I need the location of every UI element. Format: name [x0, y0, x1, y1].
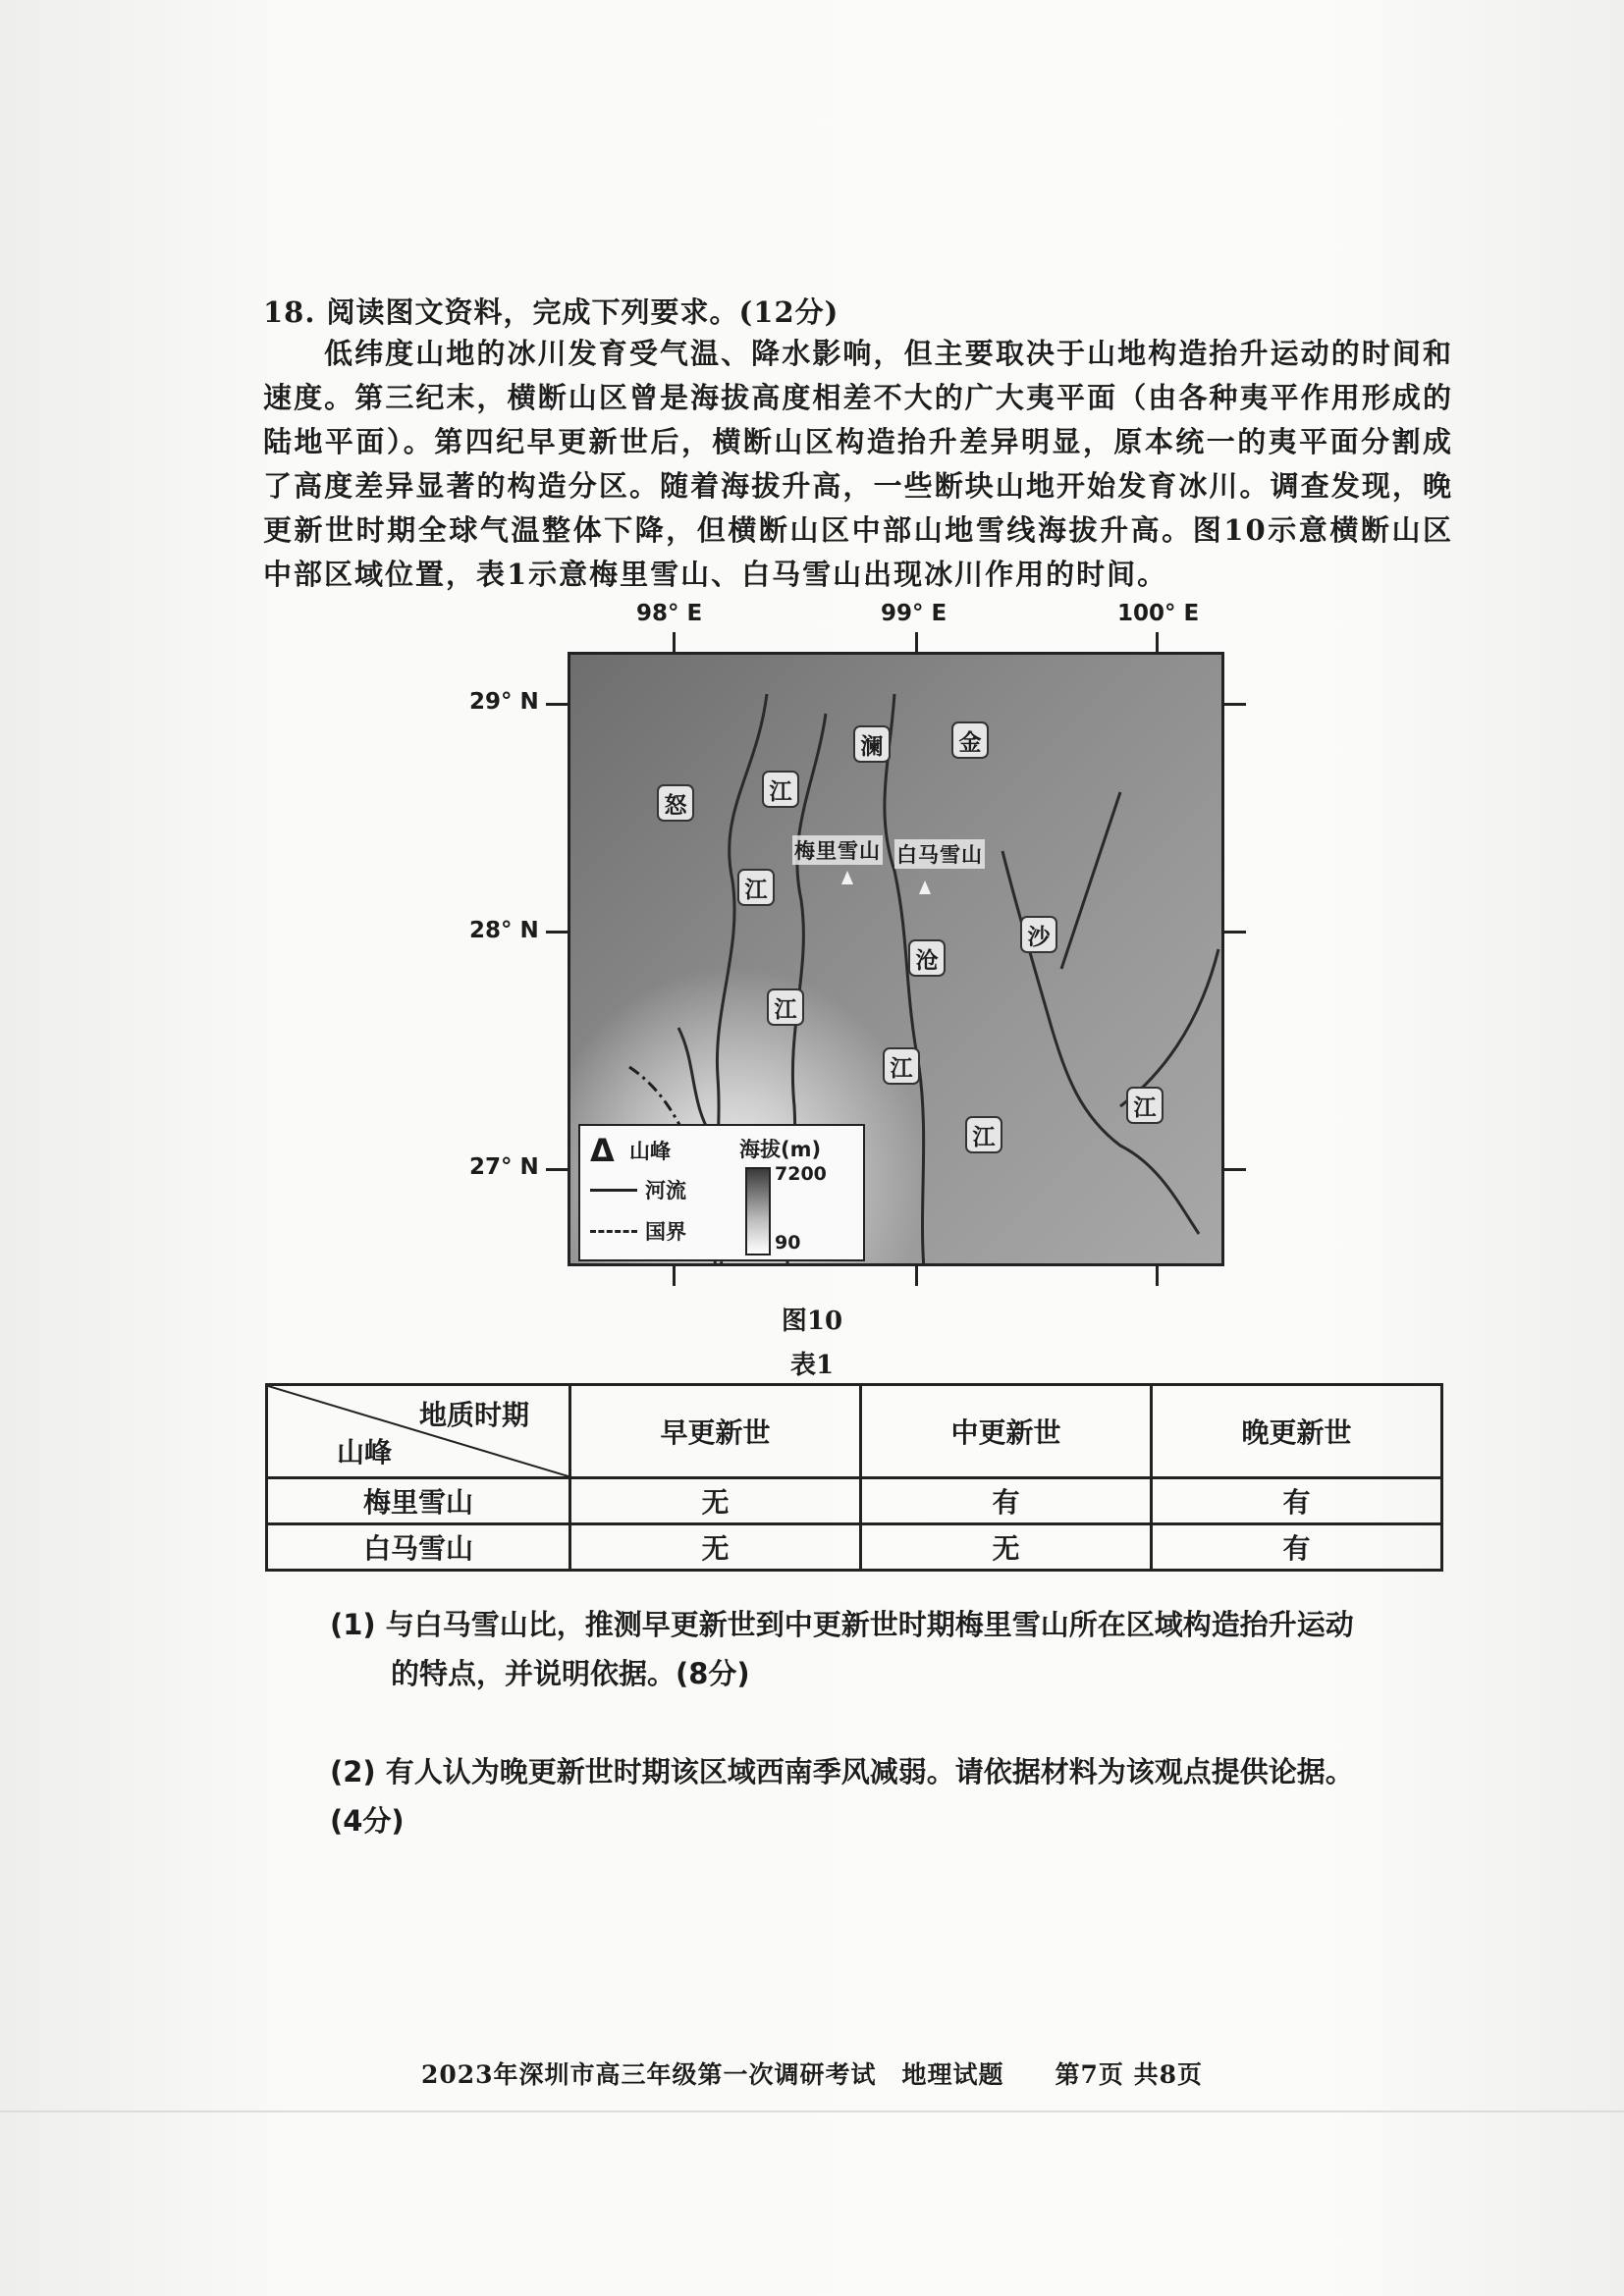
- lon-tick: [915, 632, 918, 654]
- table-header-row: [267, 1385, 1442, 1478]
- column-header: 晚更新世: [1152, 1385, 1442, 1478]
- lon-tick: [673, 1264, 676, 1286]
- map-legend: [578, 1124, 865, 1261]
- triangle-icon: Δ: [590, 1132, 615, 1169]
- column-header: 中更新世: [861, 1385, 1152, 1478]
- table-cell: 无: [861, 1524, 1152, 1571]
- lon-label-100: 100° E: [1117, 601, 1200, 626]
- lon-label-98: 98° E: [636, 601, 703, 626]
- lat-label-27: 27° N: [469, 1154, 539, 1180]
- question-title: 18. 阅读图文资料，完成下列要求。(12分): [263, 295, 839, 329]
- header-peak: 山峰: [337, 1436, 393, 1468]
- lat-tick: [546, 931, 569, 934]
- lat-tick: [1222, 1168, 1246, 1171]
- question-paragraph: 低纬度山地的冰川发育受气温、降水影响，但主要取决于山地构造抬升运动的时间和速度。第三纪末，横断山区曾是海拔高度相差不大的广大夷平面（由各种夷平作用形成的陆地平面）。第四纪早更新世后，横断山区构造抬升差异明显，原本统一的夷平面分割成了高度差异显著的构造分区。随着海拔升高，一些断块山地开始发育冰川。调查发现，晚更新世时期全球气温整体下降，但横断山区中部山地雪线海拔升高。图10示意横断山区中部区域位置，表1示意梅里雪山、白马雪山出现冰川作用的时间。: [263, 337, 1453, 591]
- river-label: 江: [965, 1116, 1002, 1153]
- sub-question-2-line1: (2) 有人认为晚更新世时期该区域西南季风减弱。请依据材料为该观点提供论据。: [330, 1755, 1354, 1789]
- sub-question-2: [330, 1747, 1489, 1845]
- lat-tick: [1222, 703, 1246, 706]
- peak-label-meili: 梅里雪山: [792, 835, 883, 865]
- river-label: 江: [767, 988, 804, 1026]
- table-cell: 有: [861, 1478, 1152, 1524]
- row-header: 梅里雪山: [267, 1478, 570, 1524]
- lat-tick: [1222, 931, 1246, 934]
- legend-elevation-max: 7200: [775, 1163, 827, 1185]
- lon-label-99: 99° E: [881, 601, 947, 626]
- lon-tick: [1156, 632, 1159, 654]
- table-cell: 无: [570, 1478, 861, 1524]
- legend-elevation-min: 90: [775, 1232, 801, 1254]
- peak-icon: [919, 881, 931, 894]
- lat-tick: [546, 703, 569, 706]
- river-line-icon: [590, 1189, 637, 1192]
- legend-elevation-title: 海拔(m): [739, 1138, 822, 1161]
- table-cell: 有: [1152, 1524, 1442, 1571]
- river-trib: [1120, 949, 1218, 1106]
- legend-border-label: 国界: [645, 1220, 686, 1244]
- sub-question-1: [330, 1600, 1489, 1698]
- river-label: 澜: [853, 725, 891, 763]
- legend-river: [590, 1175, 686, 1204]
- lon-tick: [673, 632, 676, 654]
- peak-icon: [841, 871, 853, 884]
- bottom-divider: [0, 2110, 1624, 2112]
- lon-tick: [1156, 1264, 1159, 1286]
- river-label: 江: [1126, 1087, 1164, 1124]
- legend-river-label: 河流: [645, 1179, 686, 1202]
- elevation-colorbar: [745, 1167, 771, 1255]
- glacier-table: [265, 1383, 1443, 1572]
- lat-label-29: 29° N: [469, 689, 539, 715]
- river-jinsha: [885, 694, 924, 1266]
- column-header: 早更新世: [570, 1385, 861, 1478]
- river-trib: [1061, 792, 1120, 969]
- river-label: 江: [883, 1047, 920, 1085]
- river-label: 沙: [1020, 916, 1057, 953]
- sub-question-2-line2: (4分): [330, 1804, 405, 1838]
- river-label: 江: [737, 869, 775, 906]
- river-label: 金: [951, 721, 989, 759]
- river-label: 江: [762, 771, 799, 808]
- table-cell: 无: [570, 1524, 861, 1571]
- row-header: 白马雪山: [267, 1524, 570, 1571]
- figure-caption: 图10: [781, 1307, 843, 1336]
- table-caption: 表1: [789, 1351, 835, 1380]
- lat-tick: [546, 1168, 569, 1171]
- river-jinsha-east: [1002, 851, 1199, 1234]
- sub-question-1-line1: (1) 与白马雪山比，推测早更新世到中更新世时期梅里雪山所在区域构造抬升运动: [330, 1608, 1354, 1641]
- river-label: 怒: [657, 784, 694, 822]
- diagonal-header-cell: [267, 1385, 570, 1478]
- table-row: [267, 1478, 1442, 1524]
- table-row: [267, 1524, 1442, 1571]
- river-label: 沧: [908, 939, 946, 977]
- legend-peak: [590, 1132, 671, 1169]
- page-footer: 2023年深圳市高三年级第一次调研考试 地理试题 第7页 共8页: [420, 2060, 1204, 2089]
- lat-label-28: 28° N: [469, 918, 539, 943]
- lon-tick: [915, 1264, 918, 1286]
- border-line-icon: [590, 1230, 637, 1233]
- legend-border: [590, 1216, 686, 1246]
- header-period: 地质时期: [418, 1399, 529, 1431]
- table-cell: 有: [1152, 1478, 1442, 1524]
- relief-map: [568, 652, 1224, 1266]
- legend-peak-label: 山峰: [629, 1140, 671, 1163]
- peak-label-baima: 白马雪山: [894, 839, 985, 869]
- sub-question-1-line2: 的特点，并说明依据。(8分): [391, 1657, 750, 1690]
